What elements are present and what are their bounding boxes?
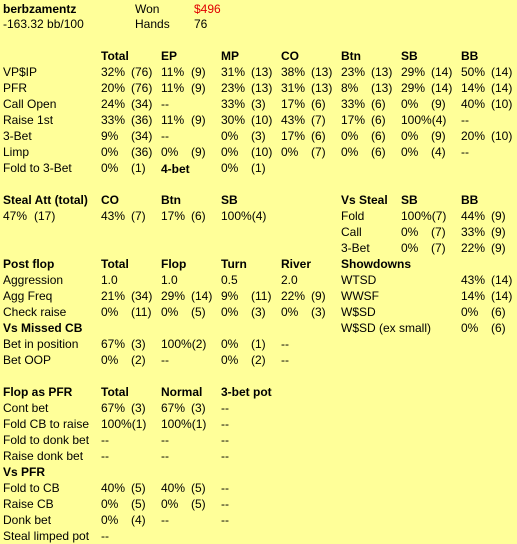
vs-steal-row-cell: 33% <box>461 225 486 239</box>
postflop-row-cell: 2.0 <box>281 273 298 287</box>
preflop-row-cell: (7) <box>311 113 326 127</box>
preflop-row-cell: (4) <box>431 145 446 159</box>
vs-steal-row-cell: 100%(7) <box>401 209 447 223</box>
postflop-row-cell: 1.0 <box>161 273 178 287</box>
preflop-row-label: VP$IP <box>3 65 38 79</box>
preflop-row-cell: 11% <box>161 113 185 127</box>
preflop-row-cell: 29% <box>401 65 426 79</box>
preflop-row-cell: 17% <box>281 97 306 111</box>
preflop-row-cell: 43% <box>281 113 306 127</box>
player-name: berbzamentz <box>3 2 77 16</box>
showdown-count: (14) <box>491 289 513 303</box>
preflop-row-cell: -- <box>461 145 469 159</box>
missed-cb-row-cell: (1) <box>251 337 266 351</box>
preflop-row-cell: 33% <box>221 97 246 111</box>
preflop-row-cell: (10) <box>251 145 273 159</box>
steal-cell: (7) <box>131 209 146 223</box>
preflop-row-cell: (3) <box>251 129 266 143</box>
preflop-row-cell: 32% <box>101 65 126 79</box>
vs-pfr-row-cell: -- <box>221 481 229 495</box>
preflop-header: Btn <box>341 49 361 63</box>
steal-title: Steal Att (total) <box>3 193 88 207</box>
flop-pfr-row-cell: (3) <box>131 401 146 415</box>
postflop-row-label: Check raise <box>3 305 67 319</box>
flop-pfr-row-cell: 67% <box>161 401 186 415</box>
preflop-row-cell: 11% <box>161 81 185 95</box>
postflop-header: River <box>281 257 312 271</box>
postflop-title: Post flop <box>3 257 55 271</box>
preflop-header: BB <box>461 49 479 63</box>
preflop-row-cell: 0% <box>341 129 359 143</box>
postflop-header: Flop <box>161 257 187 271</box>
preflop-row-cell: 23% <box>221 81 246 95</box>
vs-steal-row-cell: 0% <box>401 241 419 255</box>
missed-cb-row-cell: -- <box>161 353 169 367</box>
flop-pfr-header: 3-bet pot <box>221 385 272 399</box>
preflop-row-label: Fold to 3-Bet <box>3 161 72 175</box>
missed-cb-row-cell: 67% <box>101 337 126 351</box>
preflop-row-cell: 0% <box>401 129 419 143</box>
flop-pfr-row-label: Raise donk bet <box>3 449 84 463</box>
preflop-row-cell: -- <box>161 129 169 143</box>
preflop-row-cell: 17% <box>281 129 306 143</box>
steal-header: CO <box>101 193 119 207</box>
preflop-row-cell: 14% <box>461 81 486 95</box>
hands-value: 76 <box>194 17 208 31</box>
flop-pfr-row-cell: -- <box>221 433 229 447</box>
preflop-row-cell: 31% <box>221 65 246 79</box>
flop-pfr-row-cell: 67% <box>101 401 126 415</box>
postflop-row-cell: 21% <box>101 289 126 303</box>
vs-pfr-row-cell: (5) <box>191 497 206 511</box>
preflop-row-cell: (13) <box>251 81 273 95</box>
missed-cb-row-cell: (2) <box>251 353 266 367</box>
postflop-row-cell: 0% <box>161 305 179 319</box>
flop-pfr-row-cell: -- <box>221 401 229 415</box>
preflop-row-cell: 38% <box>281 65 306 79</box>
vs-pfr-row-cell: (5) <box>131 481 146 495</box>
postflop-row-cell: (3) <box>251 305 266 319</box>
preflop-row-cell: 24% <box>101 97 126 111</box>
preflop-row-cell: (9) <box>191 81 206 95</box>
fourbet-label: 4-bet <box>161 162 190 176</box>
preflop-row-cell: (6) <box>311 129 326 143</box>
preflop-row-label: Call Open <box>3 97 57 111</box>
vs-pfr-row-label: Steal limped pot <box>3 529 90 543</box>
showdown-count: (6) <box>491 305 506 319</box>
preflop-row-cell: (6) <box>371 145 386 159</box>
flop-pfr-header: Normal <box>161 385 203 399</box>
flop-pfr-row-label: Cont bet <box>3 401 49 415</box>
preflop-row-cell: 20% <box>461 129 486 143</box>
preflop-row-cell: (3) <box>251 97 266 111</box>
postflop-row-cell: 22% <box>281 289 306 303</box>
vs-steal-row-cell: (7) <box>431 225 446 239</box>
vs-pfr-row-cell: 0% <box>161 497 179 511</box>
preflop-row-cell: 0% <box>341 145 359 159</box>
hands-label: Hands <box>135 17 170 31</box>
postflop-row-cell: (11) <box>131 305 152 319</box>
vs-steal-row-cell: (9) <box>491 209 506 223</box>
preflop-row-cell: -- <box>161 97 169 111</box>
preflop-row-label: Limp <box>3 145 30 159</box>
flop-pfr-header: Total <box>101 385 129 399</box>
showdown-value: 43% <box>461 273 486 287</box>
postflop-row-cell: 0% <box>281 305 299 319</box>
preflop-row-cell: (13) <box>371 65 393 79</box>
postflop-row-cell: (9) <box>311 289 326 303</box>
postflop-row-cell: (11) <box>251 289 272 303</box>
preflop-header: MP <box>221 49 239 63</box>
preflop-row-cell: 17% <box>341 113 366 127</box>
flop-pfr-row-cell: -- <box>221 449 229 463</box>
preflop-row-cell: (6) <box>371 97 386 111</box>
vs-pfr-row-cell: 40% <box>101 481 126 495</box>
vs-pfr-row-cell: (5) <box>131 497 146 511</box>
vs-steal-row-cell: (9) <box>491 241 506 255</box>
steal-header: Btn <box>161 193 181 207</box>
postflop-row-cell: (14) <box>191 289 213 303</box>
preflop-row-cell: (9) <box>431 97 446 111</box>
preflop-row-cell: (14) <box>491 81 513 95</box>
preflop-row-cell: 9% <box>101 129 119 143</box>
preflop-row-cell: 0% <box>221 161 239 175</box>
preflop-row-cell: (7) <box>311 145 326 159</box>
postflop-row-cell: 0% <box>101 305 119 319</box>
vs-steal-header: BB <box>461 193 479 207</box>
showdown-count: (6) <box>491 321 506 335</box>
vs-steal-row-cell: 0% <box>401 225 419 239</box>
steal-total-count: (17) <box>34 209 56 223</box>
vs-steal-title: Vs Steal <box>341 193 388 207</box>
preflop-row-cell: 11% <box>161 65 185 79</box>
preflop-row-cell: 40% <box>461 97 486 111</box>
preflop-header: CO <box>281 49 299 63</box>
preflop-row-cell: 0% <box>221 129 239 143</box>
showdown-label: WWSF <box>341 289 379 303</box>
preflop-row-cell: 0% <box>161 145 179 159</box>
preflop-header: EP <box>161 49 178 63</box>
preflop-row-cell: 0% <box>281 145 299 159</box>
vs-steal-row-cell: 44% <box>461 209 486 223</box>
missed-cb-row-cell: 100%(2) <box>161 337 207 351</box>
vs-pfr-row-cell: 40% <box>161 481 186 495</box>
preflop-row-cell: (10) <box>491 97 513 111</box>
vs-pfr-row-label: Fold to CB <box>3 481 60 495</box>
preflop-row-cell: (6) <box>311 97 326 111</box>
preflop-row-cell: (10) <box>491 129 513 143</box>
steal-cell: 100%(4) <box>221 209 267 223</box>
showdown-label: W$SD <box>341 305 376 319</box>
flop-pfr-row-cell: -- <box>101 433 109 447</box>
postflop-row-cell: (5) <box>191 305 206 319</box>
preflop-row-label: Raise 1st <box>3 113 54 127</box>
preflop-row-cell: (14) <box>491 65 513 79</box>
preflop-row-label: 3-Bet <box>3 129 32 143</box>
vs-pfr-row-cell: 0% <box>101 513 119 527</box>
postflop-header: Total <box>101 257 129 271</box>
steal-cell: (6) <box>191 209 206 223</box>
postflop-row-cell: (3) <box>311 305 326 319</box>
postflop-row-cell: 0.5 <box>221 273 238 287</box>
preflop-row-cell: (9) <box>191 113 206 127</box>
showdown-label: W$SD (ex small) <box>341 321 432 335</box>
preflop-row-cell: 0% <box>401 97 419 111</box>
missed-cb-row-cell: -- <box>281 337 289 351</box>
preflop-row-cell: (36) <box>131 113 153 127</box>
preflop-row-cell: (14) <box>431 81 453 95</box>
preflop-row-cell: 50% <box>461 65 486 79</box>
preflop-row-cell: (6) <box>371 129 386 143</box>
preflop-row-cell: 20% <box>101 81 126 95</box>
preflop-row-cell: 0% <box>101 161 119 175</box>
preflop-row-cell: (14) <box>431 65 453 79</box>
missed-cb-row-label: Bet OOP <box>3 353 52 367</box>
preflop-row-cell: (6) <box>371 113 386 127</box>
won-label: Won <box>135 2 160 16</box>
flop-pfr-row-label: Fold to donk bet <box>3 433 90 447</box>
vs-pfr-row-label: Donk bet <box>3 513 52 527</box>
flop-pfr-row-label: Fold CB to raise <box>3 417 90 431</box>
flop-pfr-row-cell: 100%(1) <box>101 417 147 431</box>
vs-pfr-row-label: Raise CB <box>3 497 54 511</box>
vs-pfr-row-cell: 0% <box>101 497 119 511</box>
postflop-header: Turn <box>221 257 247 271</box>
preflop-row-cell: (76) <box>131 81 153 95</box>
preflop-row-cell: 100%(4) <box>401 113 447 127</box>
preflop-row-cell: 29% <box>401 81 426 95</box>
flop-pfr-row-cell: (3) <box>191 401 206 415</box>
preflop-row-cell: 8% <box>341 81 359 95</box>
vs-steal-row-cell: (9) <box>491 225 506 239</box>
postflop-row-label: Aggression <box>3 273 64 287</box>
missed-cb-row-cell: 0% <box>221 353 239 367</box>
preflop-row-cell: (1) <box>251 161 266 175</box>
preflop-header: Total <box>101 49 129 63</box>
preflop-row-cell: 0% <box>101 145 119 159</box>
vs-pfr-row-cell: (5) <box>191 481 206 495</box>
won-value: $496 <box>194 2 221 16</box>
preflop-row-cell: 0% <box>221 145 239 159</box>
vs-steal-row-cell: 22% <box>461 241 486 255</box>
vs-pfr-row-cell: -- <box>161 513 169 527</box>
preflop-row-cell: 31% <box>281 81 306 95</box>
preflop-row-cell: (34) <box>131 97 153 111</box>
player-winrate: -163.32 bb/100 <box>3 17 84 31</box>
postflop-row-cell: 0% <box>221 305 239 319</box>
preflop-row-cell: (13) <box>371 81 393 95</box>
postflop-row-cell: (34) <box>131 289 153 303</box>
missed-cb-row-cell: (2) <box>131 353 146 367</box>
vs-steal-header: SB <box>401 193 418 207</box>
preflop-row-cell: (34) <box>131 129 153 143</box>
flop-pfr-title: Flop as PFR <box>3 385 73 399</box>
preflop-row-cell: (76) <box>131 65 153 79</box>
preflop-row-cell: 30% <box>221 113 246 127</box>
flop-pfr-row-cell: -- <box>221 417 229 431</box>
preflop-row-cell: (13) <box>251 65 273 79</box>
preflop-row-cell: (9) <box>431 129 446 143</box>
vs-steal-row-cell: (7) <box>431 241 446 255</box>
preflop-row-cell: (13) <box>311 65 333 79</box>
preflop-row-cell: (9) <box>191 65 206 79</box>
steal-header: SB <box>221 193 238 207</box>
vs-pfr-row-cell: -- <box>101 529 109 543</box>
postflop-row-cell: 29% <box>161 289 186 303</box>
preflop-row-cell: (13) <box>311 81 333 95</box>
postflop-row-cell: 9% <box>221 289 239 303</box>
vs-missed-cb-title: Vs Missed CB <box>3 321 83 335</box>
missed-cb-row-cell: 0% <box>101 353 119 367</box>
postflop-row-cell: 1.0 <box>101 273 118 287</box>
preflop-row-cell: 23% <box>341 65 366 79</box>
showdown-label: WTSD <box>341 273 377 287</box>
showdowns-title: Showdowns <box>341 257 411 271</box>
showdown-value: 0% <box>461 321 479 335</box>
steal-cell: 17% <box>161 209 186 223</box>
preflop-row-cell: (1) <box>131 161 146 175</box>
steal-cell: 43% <box>101 209 126 223</box>
preflop-header: SB <box>401 49 418 63</box>
vs-pfr-row-cell: -- <box>221 497 229 511</box>
preflop-row-cell: (9) <box>191 145 206 159</box>
flop-pfr-row-cell: -- <box>161 433 169 447</box>
vs-pfr-row-cell: -- <box>221 513 229 527</box>
missed-cb-row-cell: -- <box>281 353 289 367</box>
vs-pfr-row-cell: (4) <box>131 513 146 527</box>
preflop-row-cell: 0% <box>401 145 419 159</box>
preflop-row-label: PFR <box>3 81 27 95</box>
steal-total-value: 47% <box>3 209 28 223</box>
preflop-row-cell: (10) <box>251 113 273 127</box>
preflop-row-cell: 33% <box>341 97 366 111</box>
missed-cb-row-cell: (3) <box>131 337 146 351</box>
vs-steal-row-label: Fold <box>341 209 365 223</box>
vs-steal-row-label: 3-Bet <box>341 241 370 255</box>
preflop-row-cell: -- <box>461 113 469 127</box>
missed-cb-row-cell: 0% <box>221 337 239 351</box>
vs-pfr-title: Vs PFR <box>3 465 46 479</box>
preflop-row-cell: (36) <box>131 145 153 159</box>
flop-pfr-row-cell: -- <box>101 449 109 463</box>
showdown-count: (14) <box>491 273 513 287</box>
missed-cb-row-label: Bet in position <box>3 337 79 351</box>
showdown-value: 0% <box>461 305 479 319</box>
showdown-value: 14% <box>461 289 486 303</box>
preflop-row-cell: 33% <box>101 113 126 127</box>
flop-pfr-row-cell: 100%(1) <box>161 417 207 431</box>
flop-pfr-row-cell: -- <box>161 449 169 463</box>
vs-steal-row-label: Call <box>341 225 362 239</box>
postflop-row-label: Agg Freq <box>3 289 53 303</box>
